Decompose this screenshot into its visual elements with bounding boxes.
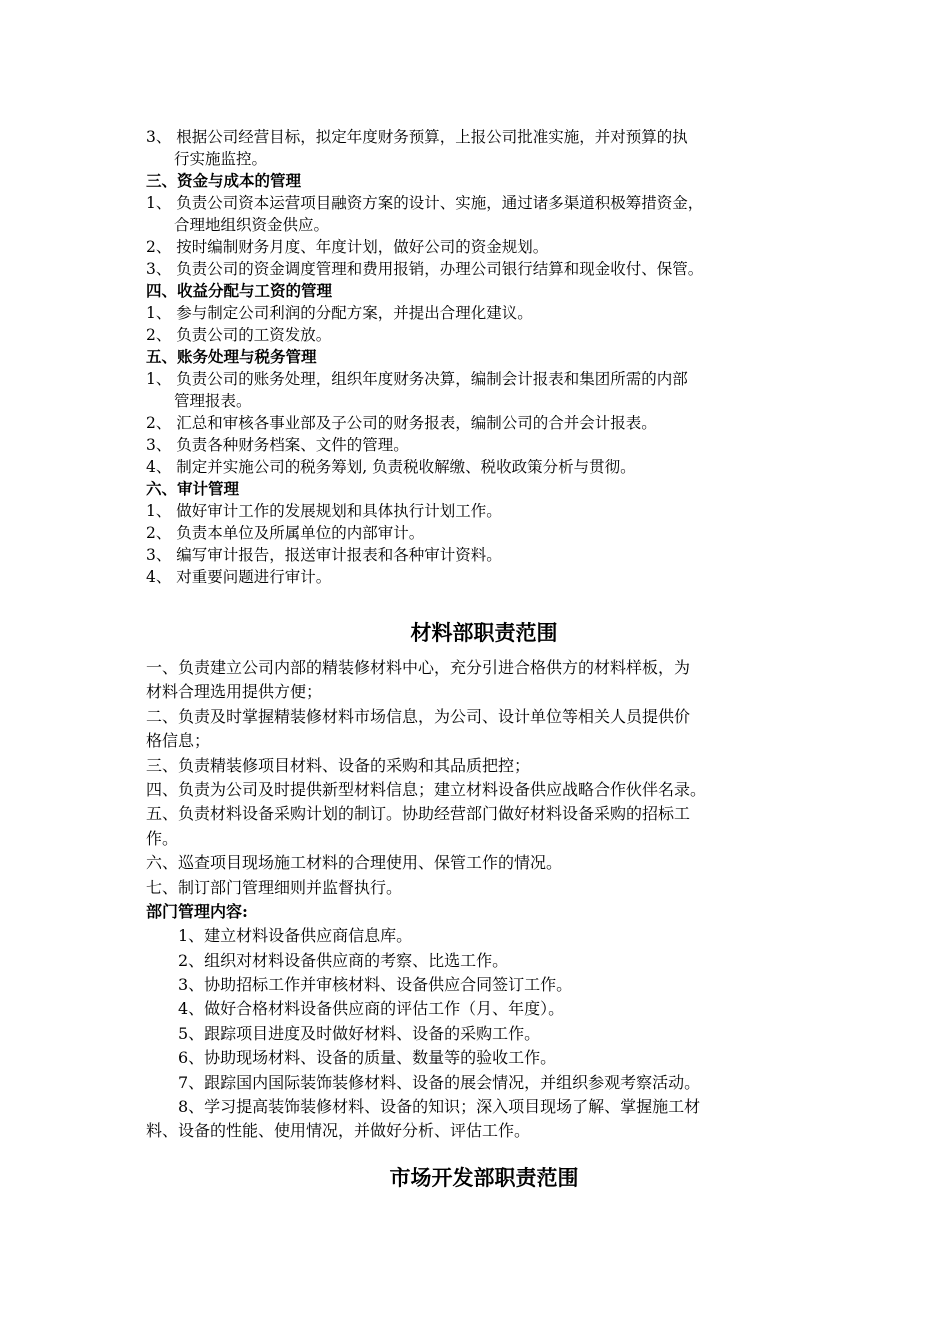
list-item-continuation: 行实施监控。 [174, 150, 268, 168]
paragraph-line: 五、负责材料设备采购计划的制订。协助经营部门做好材料设备采购的招标工 [146, 804, 691, 824]
list-item: 4、做好合格材料设备供应商的评估工作（月、年度）。 [178, 999, 565, 1019]
list-item: 1、 负责公司资本运营项目融资方案的设计、实施，通过诸多渠道积极筹措资金， [146, 194, 704, 212]
list-item: 2、 汇总和审核各事业部及子公司的财务报表，编制公司的合并会计报表。 [146, 414, 657, 432]
list-item: 5、跟踪项目进度及时做好材料、设备的采购工作。 [178, 1023, 541, 1043]
list-item-continuation: 管理报表。 [174, 392, 252, 410]
list-item: 4、 对重要问题进行审计。 [146, 568, 332, 586]
section-heading: 三、资金与成本的管理 [146, 171, 302, 190]
market-dept-title: 市场开发部职责范围 [389, 1165, 579, 1190]
paragraph-line: 四、负责为公司及时提供新型材料信息；建立材料设备供应战略合作伙伴名录。 [146, 779, 707, 799]
list-item: 6、协助现场材料、设备的质量、数量等的验收工作。 [178, 1048, 557, 1068]
paragraph-line: 材料合理选用提供方便； [146, 682, 323, 702]
list-item: 3、 编写审计报告，报送审计报表和各种审计资料。 [146, 546, 502, 564]
finance-duties-continued [146, 126, 822, 588]
list-item: 2、组织对材料设备供应商的考察、比选工作。 [178, 950, 509, 970]
materials-dept-duties [146, 656, 822, 1144]
section-heading: 五、账务处理与税务管理 [146, 347, 317, 366]
list-item: 2、 负责本单位及所属单位的内部审计。 [146, 524, 425, 542]
paragraph-line: 一、负责建立公司内部的精装修材料中心，充分引进合格供方的材料样板，为 [146, 658, 691, 677]
paragraph-line: 格信息； [146, 731, 211, 751]
paragraph-line: 作。 [146, 828, 179, 848]
list-item: 1、建立材料设备供应商信息库。 [178, 926, 413, 946]
list-item: 3、 负责公司的资金调度管理和费用报销，办理公司银行结算和现金收付、保管。 [146, 260, 704, 278]
list-item-continuation: 料、设备的性能、使用情况，并做好分析、评估工作。 [146, 1121, 531, 1141]
list-item-continuation: 合理地组织资金供应。 [174, 216, 330, 234]
paragraph-line: 六、巡查项目现场施工材料的合理使用、保管工作的情况。 [146, 853, 563, 873]
section-heading: 部门管理内容: [146, 901, 248, 921]
paragraph-line: 二、负责及时掌握精装修材料市场信息，为公司、设计单位等相关人员提供价 [146, 706, 691, 726]
list-item: 1、 参与制定公司利润的分配方案，并提出合理化建议。 [146, 304, 533, 322]
list-item: 3、协助招标工作并审核材料、设备供应合同签订工作。 [178, 975, 573, 995]
list-item: 1、 做好审计工作的发展规划和具体执行计划工作。 [146, 502, 502, 520]
list-item: 2、 按时编制财务月度、年度计划，做好公司的资金规划。 [146, 238, 549, 256]
list-item: 8、学习提高装饰装修材料、设备的知识；深入项目现场了解、掌握施工材 [178, 1097, 701, 1117]
paragraph-line: 三、负责精装修项目材料、设备的采购和其品质把控； [146, 755, 531, 775]
list-item: 1、 负责公司的账务处理，组织年度财务决算，编制会计报表和集团所需的内部 [146, 370, 688, 388]
section-heading: 四、收益分配与工资的管理 [146, 281, 333, 300]
paragraph-line: 七、制订部门管理细则并监督执行。 [146, 877, 403, 897]
list-item: 2、 负责公司的工资发放。 [146, 326, 332, 344]
list-item: 7、跟踪国内国际装饰装修材料、设备的展会情况，并组织参观考察活动。 [178, 1072, 701, 1092]
list-item: 3、 根据公司经营目标，拟定年度财务预算，上报公司批准实施，并对预算的执 [146, 128, 688, 146]
materials-dept-title: 材料部职责范围 [410, 620, 558, 645]
section-heading: 六、审计管理 [146, 479, 240, 498]
list-item: 3、 负责各种财务档案、文件的管理。 [146, 436, 409, 454]
list-item: 4、 制定并实施公司的税务筹划, 负责税收解缴、税收政策分析与贯彻。 [146, 458, 636, 476]
